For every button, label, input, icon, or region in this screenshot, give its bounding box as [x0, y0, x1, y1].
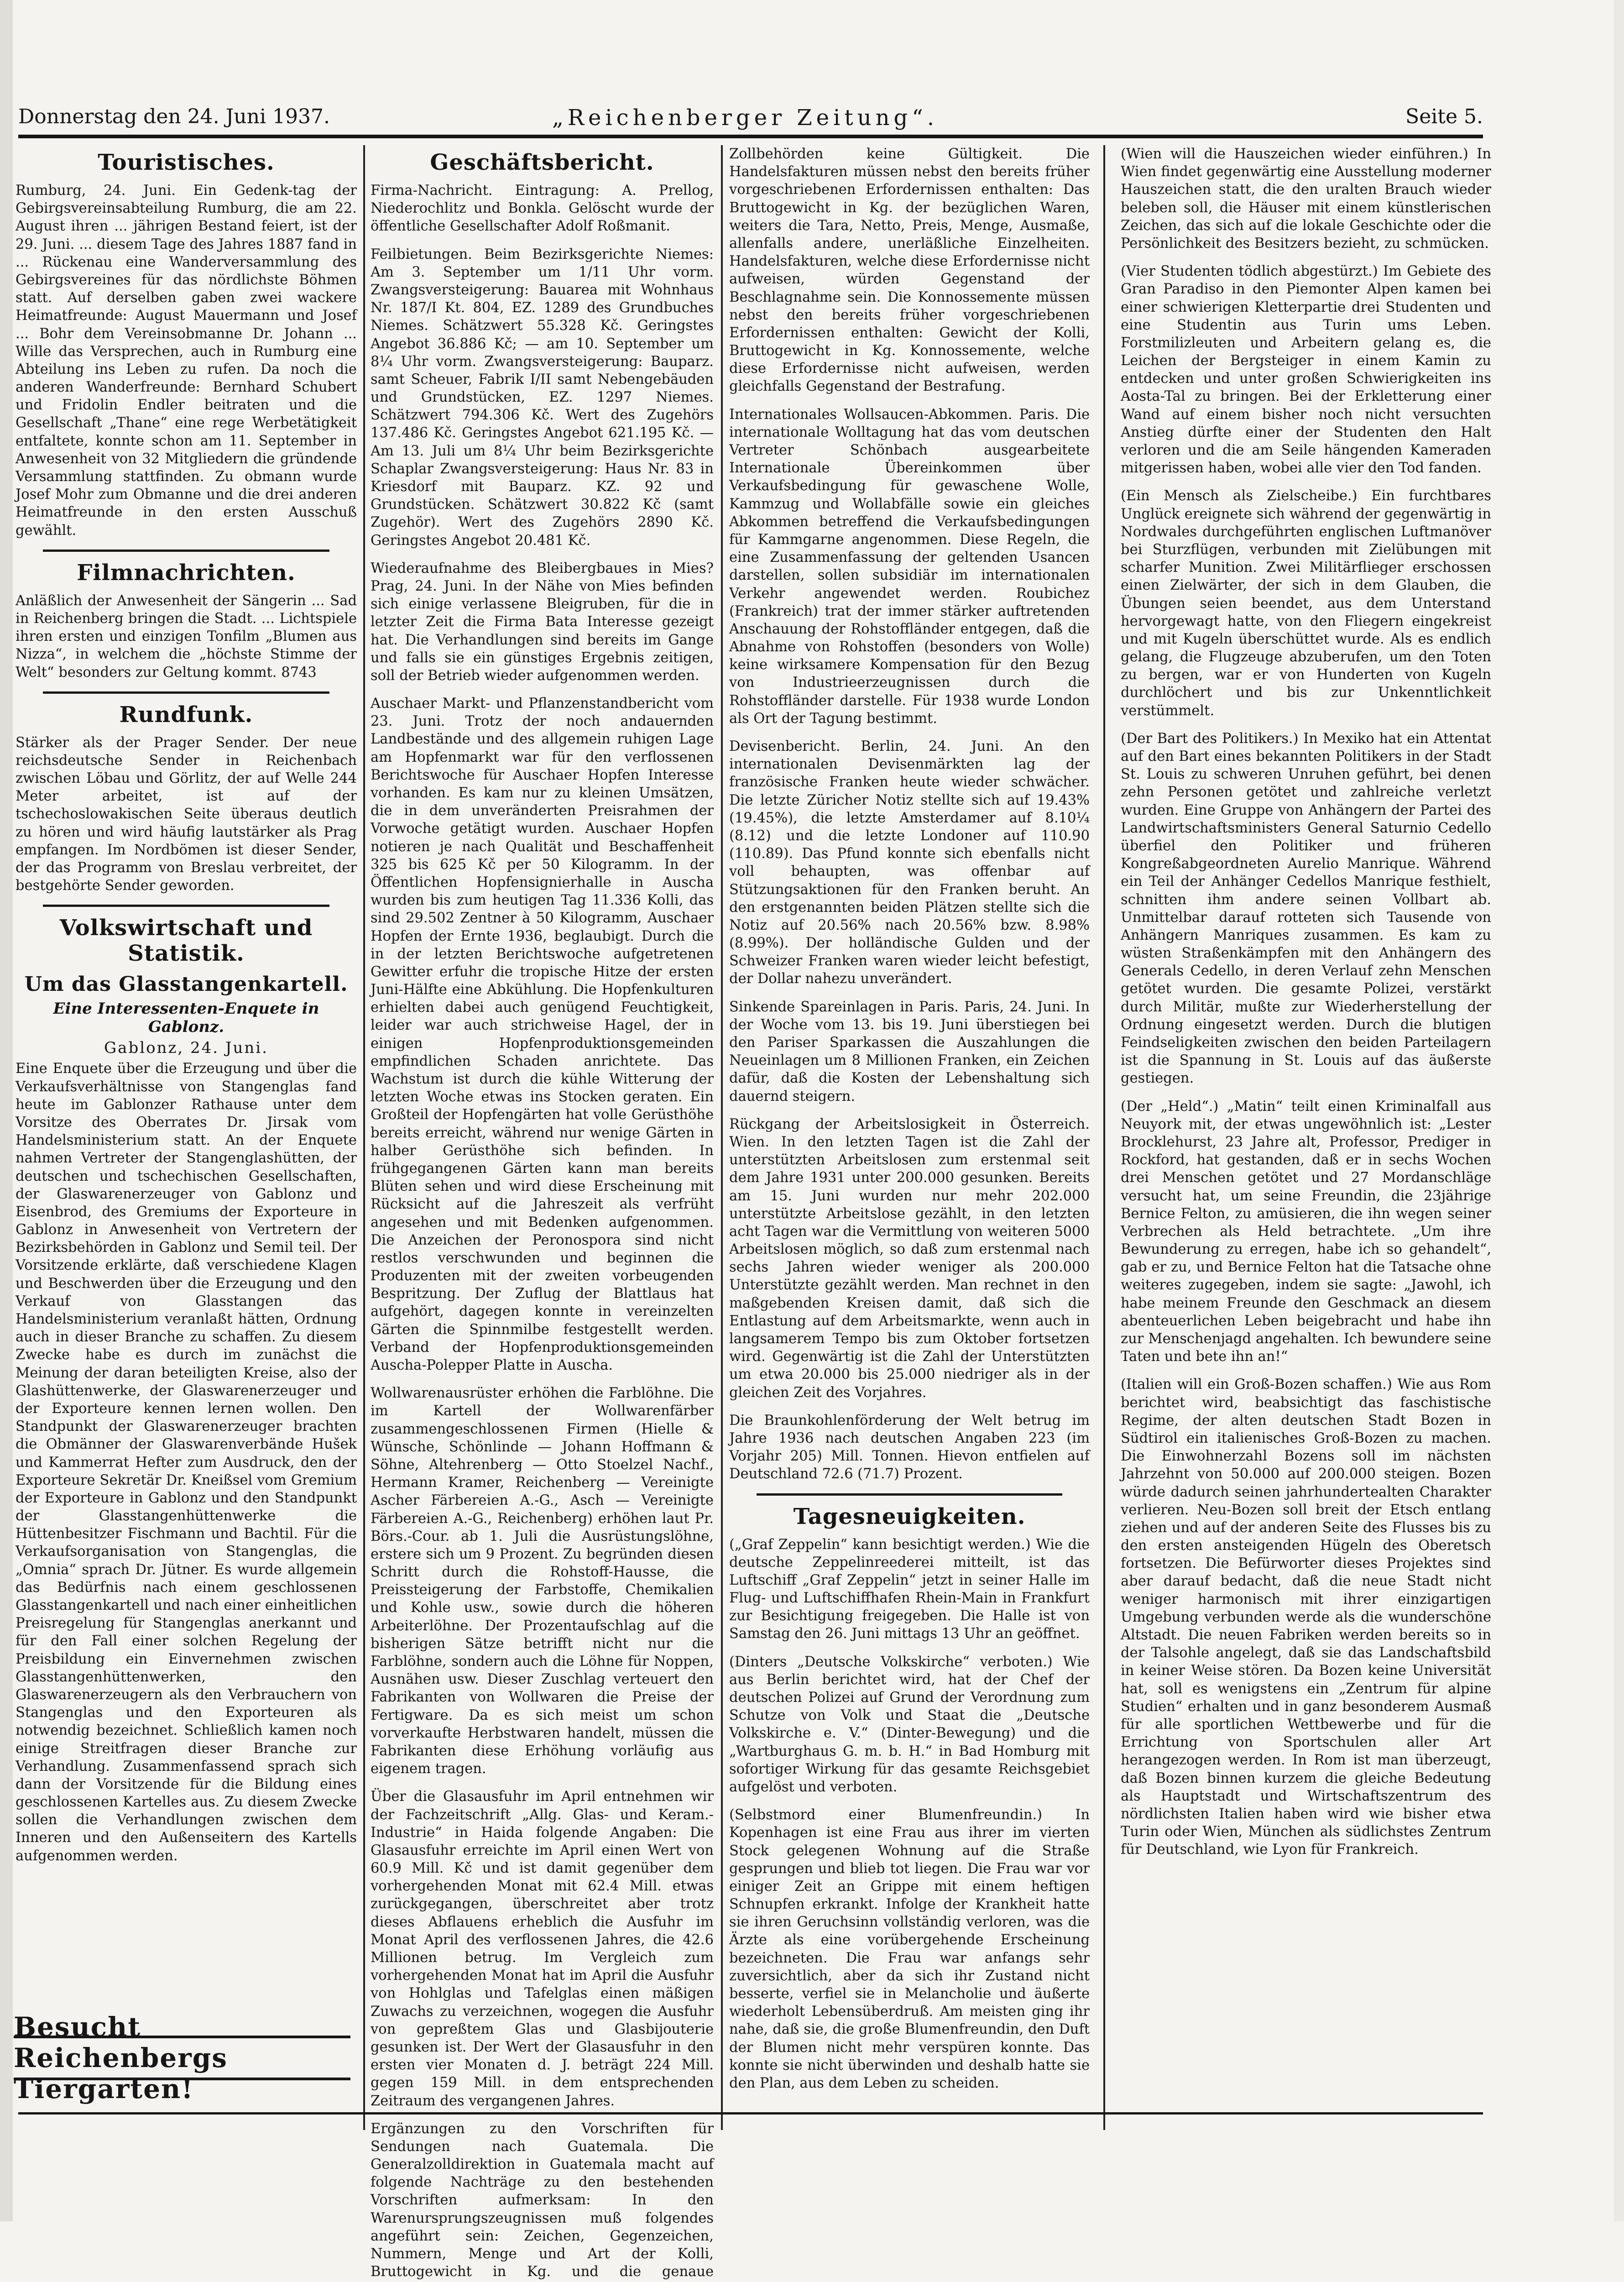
article-farbloehne: Wollwarenausrüster erhöhen die Farblöhne. Die im Kartell der Wollwarenfärber zusammengeschlossenen Firmen (Hielle & Wünsche, Schönlinde — Johann Hoffmann & Söhne, Altehrenberg — Otto Stoelzel Nachf., Hermann Kramer, Reichenberg — Vereinigte Ascher Färbereien A.-G., Asch — Vereinigte Färbereien A.-G., Reichenberg) erhöhen laut Pr. Börs.-Cour. ab 1. Juli die Ausrüstungslöhne, erstere sich um 9 Prozent. Zu begründen diesen Schritt durch die Rohstoff-Hausse, die Preissteigerung der Farbstoffe, Chemikalien und Kohle usw., sowie durch die höheren Arbeiterlöhne. Der Prozentaufschlag auf die bisherigen Sätze betrifft nicht nur die Farblöhne, sondern auch die Löhne für Noppen, Ausnähen usw. Dieser Zuschlag verteuert den Fabrikanten von Wollwaren die Preise der Fertigware. Da es sich meist um schon vorverkaufte Herbstwaren handelt, müssen die Fabrikanten diese Erhöhung vorläufig aus eigenem tragen. — [371, 1385, 714, 1777]
section-rule — [43, 905, 329, 907]
article-film: Anläßlich der Anwesenheit der Sängerin ... Sad in Reichenberg bringen die Stadt. ... Lichtspiele ihren ersten und einzigen Tonfilm „Blumen aus Nizza“, in welchem die „höchste Stimme der Welt“ besonders zur Geltung kommt. 8743 — [16, 592, 357, 680]
article-zeppelin: („Graf Zeppelin“ kann besichtigt werden.) Wie die deutsche Zeppelinreederei mitteilt, ist das Luftschiff „Graf Zeppelin“ jetzt in seiner Halle im Flug- und Luftschiffhafen Rhein-Main in Frankfurt zur Besichtigung freigegeben. Die Halle ist von Samstag den 26. Juni mittags 13 Uhr an geöffnet. — [729, 1536, 1090, 1642]
header-rule — [18, 135, 1483, 138]
column-2 — [371, 145, 714, 2280]
section-rule — [43, 691, 329, 694]
article-dateline: Gablonz, 24. Juni. — [104, 1039, 268, 1057]
section-title-rundfunk: Rundfunk. — [119, 701, 253, 728]
article-rumburg: Rumburg, 24. Juni. Ein Gedenk-tag der Gebirgsvereinsabteilung Rumburg, die am 22. August ihren ... jährigen Bestand feiert, ist der 29. Juni. ... diesem Tage des Jahres 1887 fand in ... Rückenau eine Wanderversammlung des Gebirgsvereines für das nördlichste Böhmen statt. Auf derselben gaben zwei wackere Heimatfreunde: August Mauermann und Josef ... Bohr dem Vereinsobmanne Dr. Johann ... Wille das Versprechen, auch in Rumburg eine Abteilung ins Leben zu rufen. Da noch die anderen Wanderfreunde: Bernhard Schubert und Fridolin Endler beitraten und die Gesellschaft „Thane“ eine rege Werbetätigkeit entfaltete, konnte schon am 11. September in Anwesenheit von 32 Mitgliedern die gründende Versammlung stattfinden. Zu obmann wurde Josef Mohr zum Obmanne und die drei anderen Heimatfreunde in den ersten Ausschuß gewählt. — [16, 183, 357, 539]
page-header — [18, 105, 1483, 137]
section-title-touristisches: Touristisches. — [98, 150, 275, 175]
column-3 — [729, 145, 1090, 2112]
article-bleibergbau: Wiederaufnahme des Bleibergbaues in Mies? Prag, 24. Juni. In der Nähe von Mies befinden sich einige verlassene Bleigruben, für die in letzter Zeit die Firma Bata Interesse gezeigt hat. Die Verhandlungen sind bereits im Gange und falls sie ein günstiges Ergebnis zeitigen, soll der Betrieb wieder aufgenommen werden. — [371, 560, 714, 684]
article-held: (Der „Held“.) „Matin“ teilt einen Kriminalfall aus Neuyork mit, der etwas ungewöhnlich ist: „Lester Brocklehurst, 23 Jahre alt, Professor, Prediger in Rockford, hat gestanden, daß er in sechs Wochen drei Menschen getötet und 27 Mordanschläge versucht hat, um seine Freundin, die 23jährige Bernice Felton, zu amüsieren, die ihn wegen seiner Verbrechen als Held betrachtete. „Um ihre Bewunderung zu erregen, habe ich so gehandelt“, gab er zu, und Bernice Felton hat die Tatsache ohne weiteres zugegeben, indem sie sagte: „Jawohl, ich habe meinem Freunde den Geschmack an diesem abenteuerlichen Leben beigebracht und habe ihn zur Menschenjagd angehalten. Ich bewundere seine Taten und bete ihn an!“ — [1121, 1098, 1491, 1365]
section-title-wirtschaft: Volkswirtschaft und Statistik. — [59, 915, 313, 967]
article-zielscheibe: (Ein Mensch als Zielscheibe.) Ein furchtbares Unglück ereignete sich während der gegenwärtig in Nordwales durchgeführten englischen Luftmanöver bei Sturzflügen, verbunden mit Zielübungen mit scharfer Munition. Zwei Militärflieger erschossen einen Zielwärter, der sich in dem Glauben, die Übungen seien beendet, aus dem Unterstand hervorgewagt hatte, von den Fliegern eingekreist und mit Kugeln überschüttet wurde. Als es endlich gelang, die Flugzeuge abzuberufen, um den Toten zu bergen, war er von Hunderten von Kugeln durchlöchert und bis zur Unkenntlichkeit verstümmelt. — [1121, 488, 1491, 719]
section-title-tagesneuigkeiten: Tagesneuigkeiten. — [793, 1503, 1026, 1529]
article-glasstangen: Eine Enquete über die Erzeugung und über die Verkaufsverhältnisse von Stangenglas fand heute im Gablonzer Rathause unter dem Vorsitze des Oberrates Dr. Jirsak vom Handelsministerium statt. An der Enquete nahmen Vertreter der Stangenglashütten, der deutschen und tschechischen Gesellschaften, der Glaswarenerzeuger von Gablonz und Eisenbrod, des Gremiums der Exporteure in Gablonz in Anwesenheit von Vertretern der Bezirksbehörden in Gablonz und Semil teil. Der Vorsitzende erklärte, daß verschiedene Klagen und Beschwerden über die Erzeugung und den Verkauf von Glasstangen das Handelsministerium veranlaßt hätten, Ordnung auch in dieser Branche zu schaffen. Zu diesem Zwecke habe es durch im zunächst die Meinung der daran beteiligten Kreise, also der Glashüttenwerke, der Glaswarenerzeuger und der Exporteure kennen lernen wollen. Den Standpunkt der Glaswarenerzeuger brachten die Obmänner der Glaswarenverbände Hušek und Kammerrat Hefter zum Ausdruck, den der Exporteure Sekretär Dr. Kneißsel vom Gremium der Exporteure in Gablonz und den Standpunkt der Glasstangenhüttenwerke die Hüttenbesitzer Fischmann und Bachtil. Für die Verkaufsorganisation von Stangenglas, die „Omnia“ sprach Dr. Jütner. Es wurde allgemein das Bedürfnis nach einem geschlossenen Glasstangenkartell und nach einer einheitlichen Preisregelung für Stangenglas anerkannt und für den Fall einer solchen Regelung der Preisbildung ein Einvernehmen zwischen Glasstangenhüttenwerken, den Glaswarenerzeugern als den Verbrauchern von Stangenglas und den Exporteuren als notwendig bezeichnet. Schließlich kamen noch einige Streitfragen dieser Branche zur Verhandlung. Zusammenfassend sprach sich dann der Vorsitzende für die Bildung eines geschlossenen Kartelles aus. Zu diesem Zwecke sollen die Verhandlungen zwischen dem Inneren und den Außenseitern des Kartells aufgenommen werden. — [16, 1061, 357, 1864]
column-rule — [363, 145, 365, 2130]
article-feilbietungen: Feilbietungen. Beim Bezirksgerichte Niemes: Am 3. September um 1/11 Uhr vorm. Zwangsversteigerung: Bauarea mit Wohnhaus Nr. 187/I Kt. 804, EZ. 1289 des Grundbuches Niemes. Schätzwert 55.328 Kč. Geringstes Angebot 36.886 Kč; — am 10. September um 8¼ Uhr vorm. Zwangsversteigerung: Bauparz. samt Scheuer, Fabrik I/II samt Nebengebäuden und Grundstücken, EZ. 1297 Niemes. Schätzwert 794.306 Kč. Wert des Zugehörs 137.486 Kč. Geringstes Angebot 621.195 Kč. — Am 13. Juli um 8¼ Uhr beim Bezirksgerichte Schaplar Zwangsversteigerung: Haus Nr. 83 in Kriesdorf mit Bauparz. KZ. 92 und Grundstücken. Schätzwert 30.822 Kč (samt Zugehör). Wert des Zugehörs 2890 Kč. Geringstes Angebot 20.481 Kč. — [371, 246, 714, 549]
column-4 — [1121, 145, 1491, 2112]
article-hauszeichen: (Wien will die Hauszeichen wieder einführen.) In Wien findet gegenwärtig eine Ausstellung moderner Hauszeichen statt, die den uralten Brauch wieder beleben soll, die Häuser mit einem künstlerischen Zeichen, das sich auf die lokale Geschichte oder die Persönlichkeit des Besitzers bezieht, zu schmücken. — [1121, 146, 1491, 251]
article-devisenbericht: Devisenbericht. Berlin, 24. Juni. An den internationalen Devisenmärkten lag der französische Franken heute wieder schwächer. Die letzte Züricher Notiz stellte sich auf 19.43% (19.45%), die letzte Amsterdamer auf 8.10¼ (8.12) und die letzte Londoner auf 110.90 (110.89). Das Pfund konnte sich ebenfalls nicht voll behaupten, was offenbar auf Stützungsaktionen für den Franken beruht. An den erstgenannten beiden Plätzen stellte sich die Notiz auf 20.56% nach 20.56% bzw. 8.98% (8.99%). Der holländische Gulden und der Schweizer Franken waren wieder leicht befestigt, der Dollar nahezu unverändert. — [729, 738, 1090, 987]
page-number: Seite 5. — [1405, 105, 1483, 128]
column-rule — [1103, 145, 1105, 2130]
article-studenten: (Vier Studenten tödlich abgestürzt.) Im Gebiete des Gran Paradiso in den Piemonter Alpen kamen bei einer schwierigen Kletterpartie drei Studenten und eine Studentin aus Turin ums Leben. Forstmilizleuten und Arbeitern gelang es, die Leichen der Bergsteiger in einem Kamin zu entdecken und unter großen Schwierigkeiten ins Aosta-Tal zu bringen. Bei der Erkletterung einer Wand auf einem bisher noch nicht versuchten Anstieg dürfte einer der Studenten den Halt verloren und die am Seile hängenden Kameraden mitgerissen haben, wobei alle vier den Tod fanden. — [1121, 263, 1491, 476]
column-1 — [16, 145, 357, 2112]
article-wollabkommen: Internationales Wollsaucen-Abkommen. Paris. Die internationale Wolltagung hat das vom deutschen Vertreter Schönbach ausgearbeitete Internationale Übereinkommen über Verkaufsbedingung für gewaschene Wolle, Kammzug und Wollabfälle sowie ein gleiches Abkommen betreffend die Verkaufsbedingungen für Kammgarne angenommen. Diese Regeln, die eine Zusammenfassung der geltenden Usancen darstellen, sollen subsidiär im internationalen Verkehr angewendet werden. Roubichez (Frankreich) trat der immer stärker auftretenden Anschauung der Rohstoffländer entgegen, daß die Abnahme von Rohstoffen (besonders von Wolle) keine wirksamere Kompensation für den Bezug von Industrieerzeugnissen durch die Rohstoffländer darstelle. Für 1938 wurde London als Ort der Tagung bestimmt. — [729, 406, 1090, 727]
article-gross-bozen: (Italien will ein Groß-Bozen schaffen.) Wie aus Rom berichtet wird, beabsichtigt das faschistische Regime, der alten deutschen Stadt Bozen in Südtirol ein italienisches Groß-Bozen zu machen. Die Einwohnerzahl Bozens soll im nächsten Jahrzehnt von 50.000 auf 200.000 steigen. Bozen würde dadurch seinen jahrhundertealten Charakter verlieren. Neu-Bozen soll breit der Etsch entlang ziehen und auf der anderen Seite des Flusses bis zu den ersten ansteigenden Hügeln des Oberetsch fortsetzen. Die Befürworter dieses Projektes sind aber darauf bedacht, daß die neue Stadt nicht weniger harmonisch mit ihrer einzigartigen Umgebung verbunden werde als die wunderschöne Altstadt. Die neuen Fabriken werden bereits so in der Talsohle angelegt, daß sie das Landschaftsbild in keiner Weise stören. Da Bozen keine Universität hat, soll es wenigstens ein „Zentrum für alpine Studien“ erhalten und in ganz besonderem Ausmaß für alle sportlichen Wettbewerbe und für die Errichtung von Sportschulen aller Art herangezogen werden. In Rom ist man überzeugt, daß Bozen binnen kurzem die gleiche Bedeutung als Hauptstadt und Wirtschaftszentrum des nördlichsten Italien haben wird wie bisher etwa Turin oder Wien, München als südlichstes Zentrum für Deutschland, wie Lyon für Frankreich. — [1121, 1377, 1491, 1858]
article-guatemala-cont: Zollbehörden keine Gültigkeit. Die Handelsfakturen müssen nebst den bereits früher vorgeschriebenen Erfordernissen enthalten: Das Bruttogewicht in Kg. der bezüglichen Waren, weiters die Tara, Netto, Preis, Menge, Ausmaße, allenfalls andere, unerläßliche Einzelheiten. Handelsfakturen, welche diese Erfordernisse nicht aufweisen, würden Gegenstand der Beschlagnahme sein. Die Konnossemente müssen nebst den bereits früher vorgeschriebenen Erfordernissen enthalten: Gewicht der Kolli, Bruttogewicht in Kg. Konnossemente, welche diese Erfordernisse nicht aufweisen, werden gleichfalls Gegenstand der Bestrafung. — [729, 146, 1090, 395]
article-braunkohle: Die Braunkohlenförderung der Welt betrug im Jahre 1936 nach deutschen Angaben 223 (im Vorjahr 205) Mill. Tonnen. Hievon entfielen auf Deutschland 72.6 (71.7) Prozent. — [729, 1412, 1090, 1482]
article-firma-nachricht: Firma-Nachricht. Eintragung: A. Prellog, Niederochlitz und Bonkla. Gelöscht wurde der öffentliche Gesellschafter Adolf Roßmanit. — [371, 183, 714, 235]
article-spareinlagen: Sinkende Spareinlagen in Paris. Paris, 24. Juni. In der Woche vom 13. bis 19. Juni überstiegen bei den Pariser Sparkassen die Auszahlungen die Neueinlagen um 8 Millionen Franken, ein Zeichen dafür, daß die Kosten der Lebenshaltung sich dauernd steigern. — [729, 999, 1090, 1104]
column-rule — [721, 145, 723, 2130]
masthead: „Reichenberger Zeitung“. — [552, 105, 939, 131]
article-bart: (Der Bart des Politikers.) In Mexiko hat ein Attentat auf den Bart eines bekannten Politikers in der Stadt St. Louis zu schweren Unruhen geführt, bei denen zehn Personen getötet und zahlreiche verletzt wurden. Eine Gruppe von Anhängern der Partei des Landwirtschaftsministers General Saturnio Cedello überfiel den Politiker und früheren Kongreßabgeordneten Aurelio Manrique. Während ein Teil der Anhänger Cedellos Manrique festhielt, schnitten ihm andere seinen Vollbart ab. Unmittelbar darauf rotteten sich Tausende von Anhängern Manriques zusammen. Es kam zu wüsten Straßenkämpfen mit den Anhängern des Generals Cedello, in deren Verlauf zehn Menschen getötet wurden. Die gesamte Polizei, verstärkt durch Militär, mußte zur Wiederherstellung der Ordnung eingesetzt werden. Durch die blutigen Feindseligkeiten zwischen den beiden Parteilagern ist die Spannung in St. Louis auf das äußerste gestiegen. — [1121, 730, 1491, 1087]
article-subhead-enquete: Eine Interessenten-Enquete in Gablonz. — [53, 1000, 319, 1036]
scan-edge-left — [0, 0, 13, 2221]
section-title-geschaeftsbericht: Geschäftsbericht. — [430, 150, 654, 175]
section-title-film: Filmnachrichten. — [77, 560, 296, 586]
scan-edge-right — [1614, 0, 1624, 2221]
article-rundfunk: Stärker als der Prager Sender. Der neue reichsdeutsche Sender in Reichenbach zwischen Löbau und Görlitz, der auf Welle 244 Meter arbeitet, ist auf der tschechoslowakischen Seite überaus deutlich zu hören und wird häufig lautstärker als Prag empfangen. Im Nordbömen ist dieser Sender, der das Programm von Breslau verbreitet, der bestgehörte Sender geworden. — [16, 734, 357, 894]
tiergarten-banner: Besucht Reichenbergs Tiergarten! — [14, 2036, 350, 2080]
article-glasausfuhr: Über die Glasausfuhr im April entnehmen wir der Fachzeitschrift „Allg. Glas- und Keram.-Industrie“ in Haida folgende Angaben: Die Glasausfuhr erreichte im April einen Wert von 60.9 Mill. Kč und ist damit gegenüber dem vorhergehenden Monat mit 62.4 Mill. etwas zurückgegangen, überschreitet aber trotz dieses Abflauens erheblich die Ausfuhr im Monat April des verflossenen Jahres, die 42.6 Millionen betrug. Im Vergleich zum vorhergehenden Monat hat im April die Ausfuhr von Hohlglas und Tafelglas einen mäßigen Zuwachs zu verzeichnen, wogegen die Ausfuhr von gepreßtem Glas und Glasbijouterie gesunken ist. Der Wert der Glasausfuhr in den ersten vier Monaten d. J. beträgt 224 Mill. gegen 159 Mill. in dem entsprechenden Zeitraum des vergangenen Jahres. — [371, 1789, 714, 2109]
issue-date: Donnerstag den 24. Juni 1937. — [18, 105, 330, 128]
article-guatemala: Ergänzungen zu den Vorschriften für Sendungen nach Guatemala. Die Generalzolldirektion in Guatemala macht auf folgende Nachträge zu den bestehenden Vorschriften aufmerksam: In den Warenursprungszeugnissen muß folgendes angeführt sein: Zeichen, Gegenzeichen, Nummern, Menge und Art der Kolli, Bruttogewicht in Kg. und die genaue — [371, 2120, 714, 2280]
article-headline-glasstangen: Um das Glasstangenkartell. — [24, 973, 348, 996]
article-blumenfreundin: (Selbstmord einer Blumenfreundin.) In Kopenhagen ist eine Frau aus ihrer im vierten Stock gelegenen Wohnung auf die Straße gesprungen und blieb tot liegen. Die Frau war vor einiger Zeit an Grippe mit einem heftigen Schnupfen erkrankt. Infolge der Krankheit hatte sie ihren Geruchsinn vollständig verloren, was die Ärzte als eine vorübergehende Erscheinung bezeichneten. Die Frau war anfangs sehr zuversichtlich, aber da sich ihr Zustand nicht besserte, verfiel sie in Melancholie und äußerte wiederholt Lebensüberdruß. Am meisten ging ihr nahe, daß sie, die große Blumenfreundin, den Duft der Blumen nicht mehr verspüren konnte. Das konnte sie nicht überwinden und deshalb hatte sie den Plan, aus dem Leben zu scheiden. — [729, 1807, 1090, 2091]
section-rule — [757, 1493, 1062, 1496]
article-volkskirche: (Dinters „Deutsche Volkskirche“ verboten.) Wie aus Berlin berichtet wird, hat der Chef der deutschen Polizei auf Grund der Verordnung zum Schutze von Volk und Staat die „Deutsche Volkskirche e. V.“ (Dinter-Bewegung) und die „Wartburghaus G. m. b. H.“ in Bad Homburg mit sofortiger Wirkung für das gesamte Reichsgebiet aufgelöst und verboten. — [729, 1654, 1090, 1795]
article-hopfenmarkt: Auschaer Markt- und Pflanzenstandbericht vom 23. Juni. Trotz der noch andauernden Landbestände und des allgemein ruhigen Lage am Hopfenmarkt war für den verflossenen Berichtswoche für Auschaer Hopfen Interesse vorhanden. Es kam nur zu kleinen Umsätzen, die in dem unveränderten Preisrahmen der Vorwoche getätigt wurden. Auschaer Hopfen notieren je nach Qualität und Beschaffenheit 325 bis 625 Kč per 50 Kilogramm. In der Öffentlichen Hopfensignierhalle in Auscha wurden bis zum heutigen Tag 11.336 Kolli, das sind 29.502 Zentner à 50 Kilogramm, Auschaer Hopfen der Ernte 1936, beglaubigt. Durch die in der letzten Berichtswoche aufgetretenen Gewitter erfuhr die tropische Hitze der ersten Juni-Hälfte eine Abkühlung. Die Hopfenkulturen erhielten dabei auch genügend Feuchtigkeit, leider war auch strichweise Hagel, der in einigen Hopfenproduktionsgemeinden empfindlichen Schaden anrichtete. Das Wachstum ist durch die kühle Witterung der letzten Woche etwas ins Stocken geraten. Ein Großteil der Hopfengärten hat volle Gerüsthöhe bereits erreicht, während nur wenige Gärten in halber Gerüsthöhe sich befinden. In frühgegangenen Gärten kann man bereits Blüten sehen und wird diese Erscheinung mit Rücksicht auf die Jahreszeit als verfrüht angesehen und mit Bedenken aufgenommen. Die Anzeichen der Peronospora sind nicht restlos verschwunden und beginnen die Produzenten mit der zweiten vorbeugenden Bespritzung. Der Zuflug der Blattlaus hat aufgehört, dagegen konnte in vereinzelten Gärten die Spinnmilbe festgestellt werden. Verband der Hopfenproduktionsgemeinden Auscha-Polepper Platte in Auscha. — [371, 696, 714, 1373]
article-arbeitslosigkeit: Rückgang der Arbeitslosigkeit in Österreich. Wien. In den letzten Tagen ist die Zahl der unterstützten Arbeitslosen zum erstenmal seit dem Jahre 1931 unter 200.000 gesunken. Bereits am 15. Juni wurden nur mehr 202.000 unterstützte Arbeitslose gezählt, in den letzten acht Tagen war die Vermittlung von weiteren 5000 Arbeitslosen möglich, so daß zum erstenmal nach sechs Jahren wieder weniger als 200.000 Unterstützte gezählt werden. Man rechnet in den maßgebenden Kreisen damit, daß sich die Entlastung auf dem Arbeitsmarkte, wenn auch in langsamerem Tempo bis zum Oktober fortsetzen wird. Gegenwärtig ist die Zahl der Unterstützten um etwa 20.000 bis 25.000 niedriger als in der gleichen Zeit des Vorjahres. — [729, 1116, 1090, 1401]
footer-rule — [18, 2112, 1483, 2115]
section-rule — [43, 550, 329, 552]
